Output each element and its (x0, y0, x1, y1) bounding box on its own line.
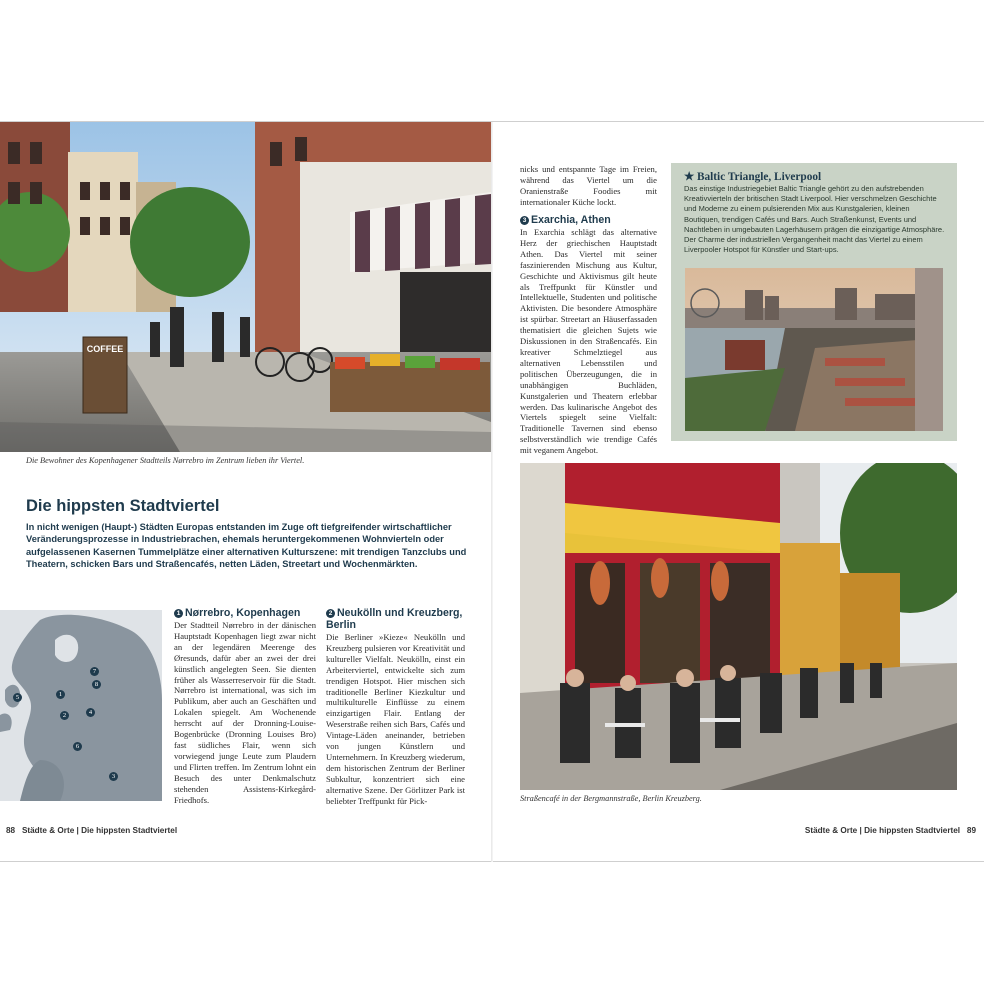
map-marker-4: 4 (86, 708, 95, 717)
section-number-3: 3 (520, 216, 529, 225)
footer-left (6, 826, 177, 835)
section-text-norrebro (174, 620, 316, 805)
page-number-left: 88 (6, 826, 16, 835)
section-text-norrebro-p: Der Stadtteil Nørrebro in der dänischen Hauptstadt Kopenhagen liegt zwar nicht an der legendären Meerenge des Øresunds, dafür aber an zwei der drei künstlich angelegten Seen. Sie dienten früher als Wasserreservoir für die Stadt. Nørrebro ist international, was sich im Publikum, aber auch an Geschäften und Lokalen spiegelt. Am Wochenende herrscht auf der Dronning-Louise-Bogenbrücke (Dronning Louises Bro) fast südliches Flair, wenn sich vorwiegend junge Leute zum Plaudern und Flirten treffen. Im Zentrum lohnt ein Besuch des unter Denkmalschutz stehenden Assistens-Kirkegård-Friedhofs. (174, 620, 316, 805)
caption-berlin: Straßencafé in der Bergmannstraße, Berlin Kreuzberg. (520, 794, 702, 803)
map-marker-1: 1 (56, 690, 65, 699)
footer-left-text: Städte & Orte | Die hippsten Stadtviertel (21, 826, 178, 835)
section-text-berlin-cont (520, 164, 657, 208)
section-text-berlin-cont-p: nicks und entspannte Tage im Freien, während das Viertel um die Oranienstraße Foodies mit internationaler Küche lockt. (520, 164, 657, 207)
section-number-2: 2 (326, 609, 335, 618)
map-marker-6: 6 (73, 742, 82, 751)
info-box-title-text: Baltic Triangle, Liverpool (696, 171, 822, 183)
coffee-sign-text: COFFEE (86, 344, 124, 354)
info-box-title (684, 170, 821, 183)
section-text-exarchia-p: In Exarchia schlägt das alternative Herz der griechischen Hauptstadt Athen. Das Viertel mit seiner faszinierenden Mischung aus Kultur, Geschichte und Aktivismus gilt heute als Treffpunkt für Künstler und Intellektuelle, Studenten und politische Aktivisten. Die besondere Atmosphäre ist spürbar. Streetart an Häuserfassaden thematisiert die gleichen Sujets wie Diskussionen in den Straßencafés. Ein kreativer Schmelztiegel aus alternativen Lebensstilen und politischen Überzeugungen, die in unabhängigen Buchläden, Kunstgalerien und Theatern erlebbar werden. Das kulinarische Angebot des Viertels spiegelt seine Vielfalt: Traditionelle Tavernen sind ebenso selbstverständlich wie trendige Cafés mit veganem Angebot. (520, 227, 657, 456)
section-text-berlin-p: Die Berliner »Kieze« Neukölln und Kreuzberg pulsieren vor Kreativität und kultureller Vielfalt. Neukölln, einst ein Arbeiterviertel, entwickelte sich zum trendigen Hotspot. Hier mischen sich traditionelle Berliner Kiezkultur und multikulturelle Einflüsse zu einem einzigartigen Flair. Entlang der Weserstraße reihen sich Bars, Cafés und Vintage-Läden aneinander, betrieben von jungen Künstlern und Unternehmern. In Kreuzberg wiederum, dem historischen Zentrum der Berliner Subkultur, konzentriert sich eine alternative Szene. Der Görlitzer Park ist beliebter Treffpunkt für Pick- (326, 632, 465, 806)
section-text-berlin (326, 632, 465, 807)
section-text-exarchia (520, 227, 657, 456)
section-number-1: 1 (174, 609, 183, 618)
footer-right-text: Städte & Orte | Die hippsten Stadtviertel (804, 826, 961, 835)
section-title-exarchia-text: Exarchia, Athen (531, 214, 611, 226)
map-marker-2: 2 (60, 711, 69, 720)
section-title-exarchia (520, 214, 660, 226)
page-number-right: 89 (966, 826, 976, 835)
page-headline: Die hippsten Stadtviertel (26, 497, 220, 515)
photo-norrebro-street (0, 122, 491, 452)
map-marker-5: 5 (13, 693, 22, 702)
intro-paragraph: In nicht wenigen (Haupt-) Städten Europas entstanden im Zuge oft tiefgreifender wirtschaftlicher Veränderungsprozesse in Industriebrachen, ehemals heruntergekommenen Wohnvierteln oder aufgelassenen Kasernen Tummelplätze einer alternativen Kulturszene: mit trendigen Tanzclubs und Theatern, schicken Bars und Straßencafés, netten Läden, Streetart und Wochenmärkten. (26, 522, 467, 570)
map-marker-8: 8 (92, 680, 101, 689)
info-box-text: Das einstige Industriegebiet Baltic Triangle gehört zu den aufstrebenden Kreativvierteln der britischen Stadt Liverpool. Hier verschmelzen Geschichte und Moderne zu einem pulsierenden Mix aus Kunstgalerien, kleinen Boutiquen, trendigen Cafés und Bars. Auch Straßenkunst, Events und Nachtleben in umgebauten Lagerhäusern prägen die einzigartige Atmosphäre. Der Charme der industriellen Vergangenheit macht das Viertel zu einem Liverpooler Hotspot für Künstler und Start-ups. (684, 184, 945, 255)
europe-map (0, 610, 162, 801)
photo-liverpool (685, 268, 943, 431)
section-title-berlin-text: Neukölln und Kreuzberg, Berlin (326, 607, 463, 631)
page-gutter (491, 122, 493, 862)
map-marker-7: 7 (90, 667, 99, 676)
map-marker-3: 3 (109, 772, 118, 781)
section-title-norrebro-text: Nørrebro, Kopenhagen (185, 607, 301, 619)
footer-right (805, 826, 976, 835)
section-title-berlin (326, 607, 476, 631)
section-title-norrebro (174, 607, 322, 619)
star-icon: ★ (684, 171, 695, 183)
photo-berlin-kreuzberg (520, 463, 957, 790)
caption-norrebro: Die Bewohner des Kopenhagener Stadtteils Nørrebro im Zentrum lieben ihr Viertel. (26, 456, 305, 465)
